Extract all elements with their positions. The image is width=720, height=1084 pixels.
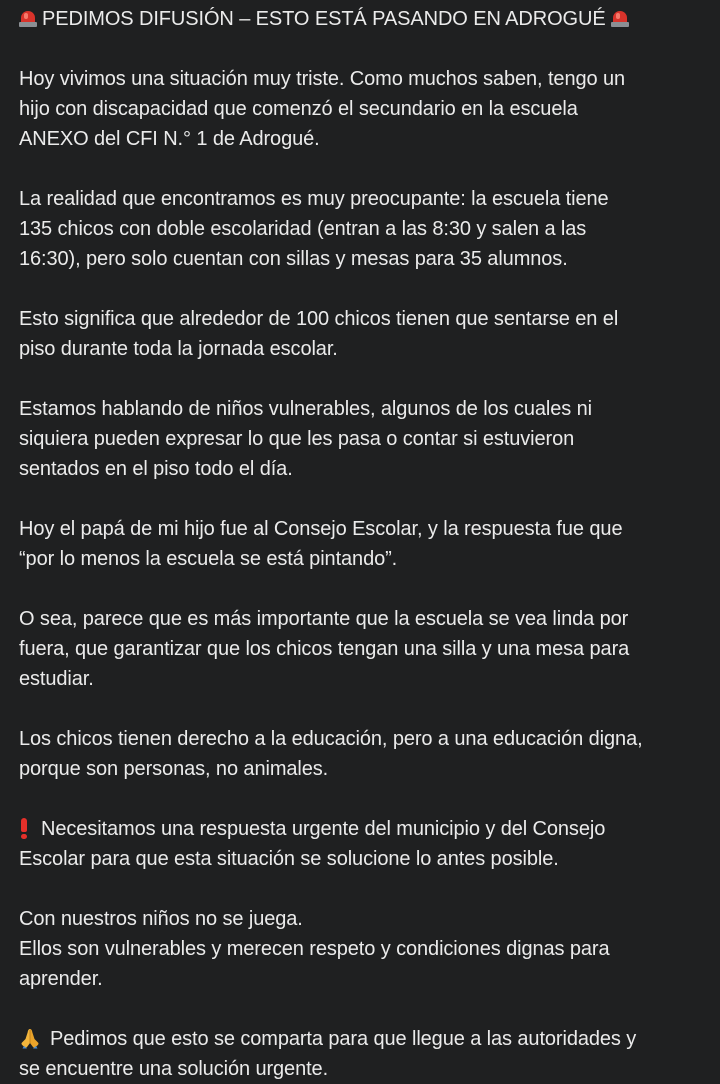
message-line: Pedimos que esto se comparta para que llegue a las autoridades y xyxy=(19,1024,709,1054)
message-line: se encuentre una solución urgente. xyxy=(19,1058,329,1080)
message-line: sentados en el piso todo el día. xyxy=(19,458,293,480)
message-line: aprender. xyxy=(19,968,103,990)
message-line: piso durante toda la jornada escolar. xyxy=(19,338,338,360)
message-paragraph xyxy=(19,604,709,694)
message-line: “por lo menos la escuela se está pintando”. xyxy=(19,548,398,570)
message-paragraph xyxy=(19,814,709,874)
message-line: PEDIMOS DIFUSIÓN – ESTO ESTÁ PASANDO EN ADROGUÉ xyxy=(19,4,709,34)
message-paragraph xyxy=(19,904,709,994)
message-line: 135 chicos con doble escolaridad (entran a las 8:30 y salen a las xyxy=(19,218,587,240)
message-paragraph xyxy=(19,394,709,484)
message-line: O sea, parece que es más importante que la escuela se vea linda por xyxy=(19,608,629,630)
message-line: Los chicos tienen derecho a la educación, pero a una educación digna, xyxy=(19,728,643,750)
message-line: Hoy vivimos una situación muy triste. Como muchos saben, tengo un xyxy=(19,68,626,90)
siren-icon xyxy=(19,8,37,27)
message-text xyxy=(19,4,709,1084)
message-paragraph xyxy=(19,724,709,784)
message-line: 16:30), pero solo cuentan con sillas y mesas para 35 alumnos. xyxy=(19,248,568,270)
message-line: Necesitamos una respuesta urgente del municipio y del Consejo xyxy=(19,814,709,844)
message-line: Escolar para que esta situación se solucione lo antes posible. xyxy=(19,848,559,870)
message-line: Estamos hablando de niños vulnerables, algunos de los cuales ni xyxy=(19,398,592,420)
message-line: Con nuestros niños no se juega. xyxy=(19,908,303,930)
message-line: Ellos son vulnerables y merecen respeto y condiciones dignas para xyxy=(19,938,610,960)
message-line: porque son personas, no animales. xyxy=(19,758,329,780)
message-line: ANEXO del CFI N.° 1 de Adrogué. xyxy=(19,128,320,150)
message-line: hijo con discapacidad que comenzó el secundario en la escuela xyxy=(19,98,578,120)
exclamation-icon xyxy=(19,817,29,839)
message-paragraph xyxy=(19,184,709,274)
message-heading xyxy=(19,4,709,34)
siren-icon xyxy=(611,8,629,27)
message-paragraph xyxy=(19,64,709,154)
message-paragraph xyxy=(19,304,709,364)
praying-hands-icon xyxy=(19,1027,41,1049)
message-paragraph xyxy=(19,514,709,574)
message-line: La realidad que encontramos es muy preocupante: la escuela tiene xyxy=(19,188,609,210)
message-paragraph xyxy=(19,1024,709,1084)
message-line: Hoy el papá de mi hijo fue al Consejo Escolar, y la respuesta fue que xyxy=(19,518,623,540)
message-line: estudiar. xyxy=(19,668,94,690)
message-line: Esto significa que alrededor de 100 chicos tienen que sentarse en el xyxy=(19,308,619,330)
message-line: fuera, que garantizar que los chicos tengan una silla y una mesa para xyxy=(19,638,630,660)
message-line: siquiera pueden expresar lo que les pasa o contar si estuvieron xyxy=(19,428,575,450)
